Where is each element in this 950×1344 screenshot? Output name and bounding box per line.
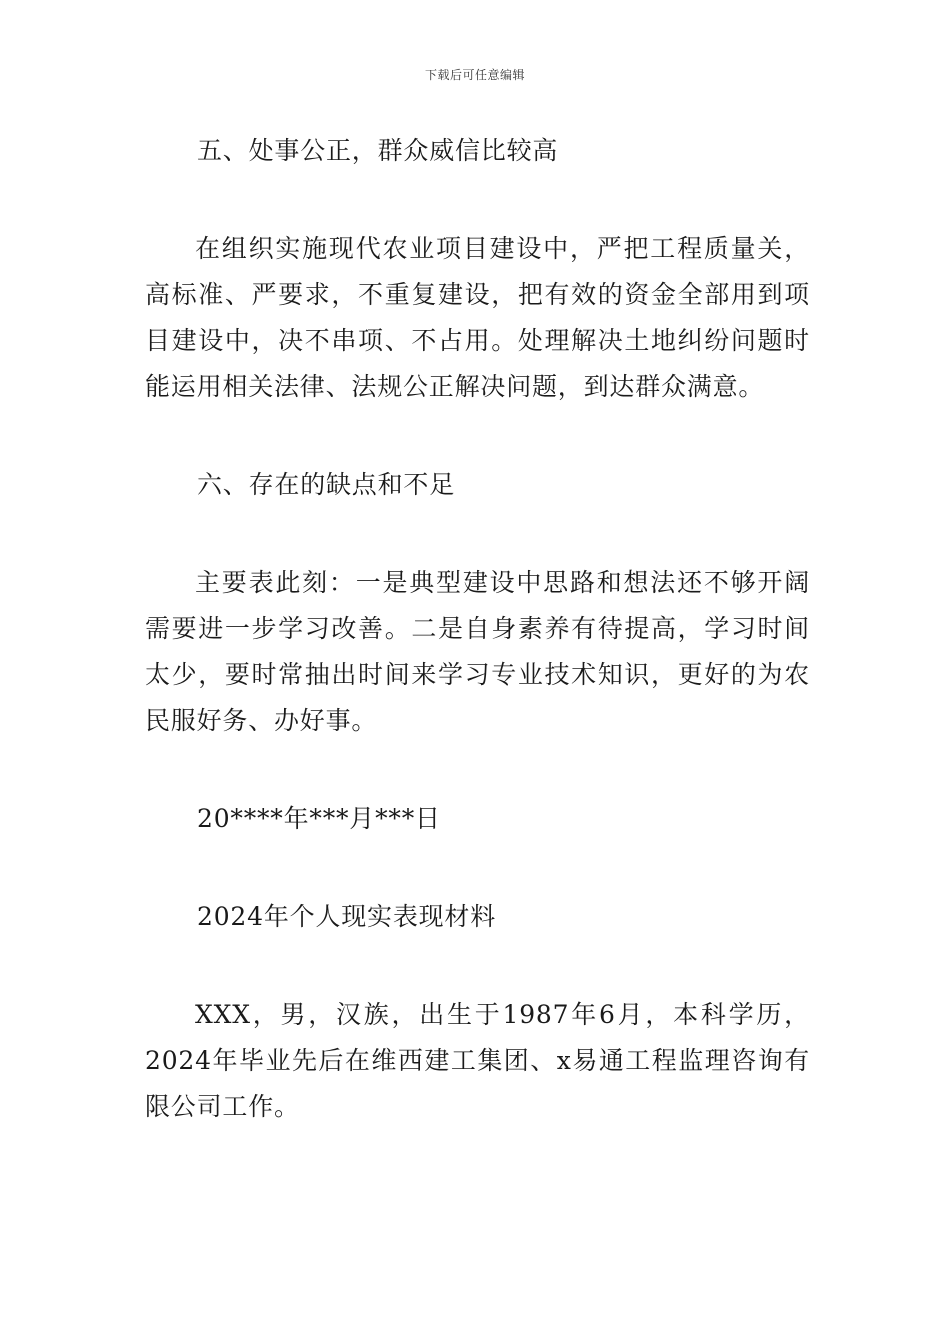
paragraph-fairness: 在组织实施现代农业项目建设中，严把工程质量关，高标准、严要求，不重复建设，把有效的资金全部用到项目建设中，决不串项、不占用。处理解决土地纠纷问题时能运用相关法律、法规公正解决问题，到达群众满意。 xyxy=(145,234,810,401)
spacer xyxy=(145,940,810,992)
spacer xyxy=(145,174,810,226)
section-heading-five: 五、处事公正，群众威信比较高 xyxy=(197,136,559,165)
page-header-note: 下载后可任意编辑 xyxy=(424,68,525,82)
spacer xyxy=(145,508,810,560)
spacer xyxy=(145,744,810,796)
spacer xyxy=(145,410,810,462)
paragraph-biography: XXX，男，汉族，出生于1987年6月，本科学历，2024年毕业先后在维西建工集团、x易通工程监理咨询有限公司工作。 xyxy=(145,1000,810,1121)
document-title-2024: 2024年个人现实表现材料 xyxy=(197,902,497,931)
spacer xyxy=(145,842,810,894)
date-line: 20****年***月***日 xyxy=(197,804,441,833)
paragraph-shortcomings: 主要表此刻：一是典型建设中思路和想法还不够开阔需要进一步学习改善。二是自身素养有待提高，学习时间太少，要时常抽出时间来学习专业技术知识，更好的为农民服好务、办好事。 xyxy=(145,568,810,735)
section-heading-six: 六、存在的缺点和不足 xyxy=(197,470,456,499)
document-body xyxy=(145,128,810,1130)
